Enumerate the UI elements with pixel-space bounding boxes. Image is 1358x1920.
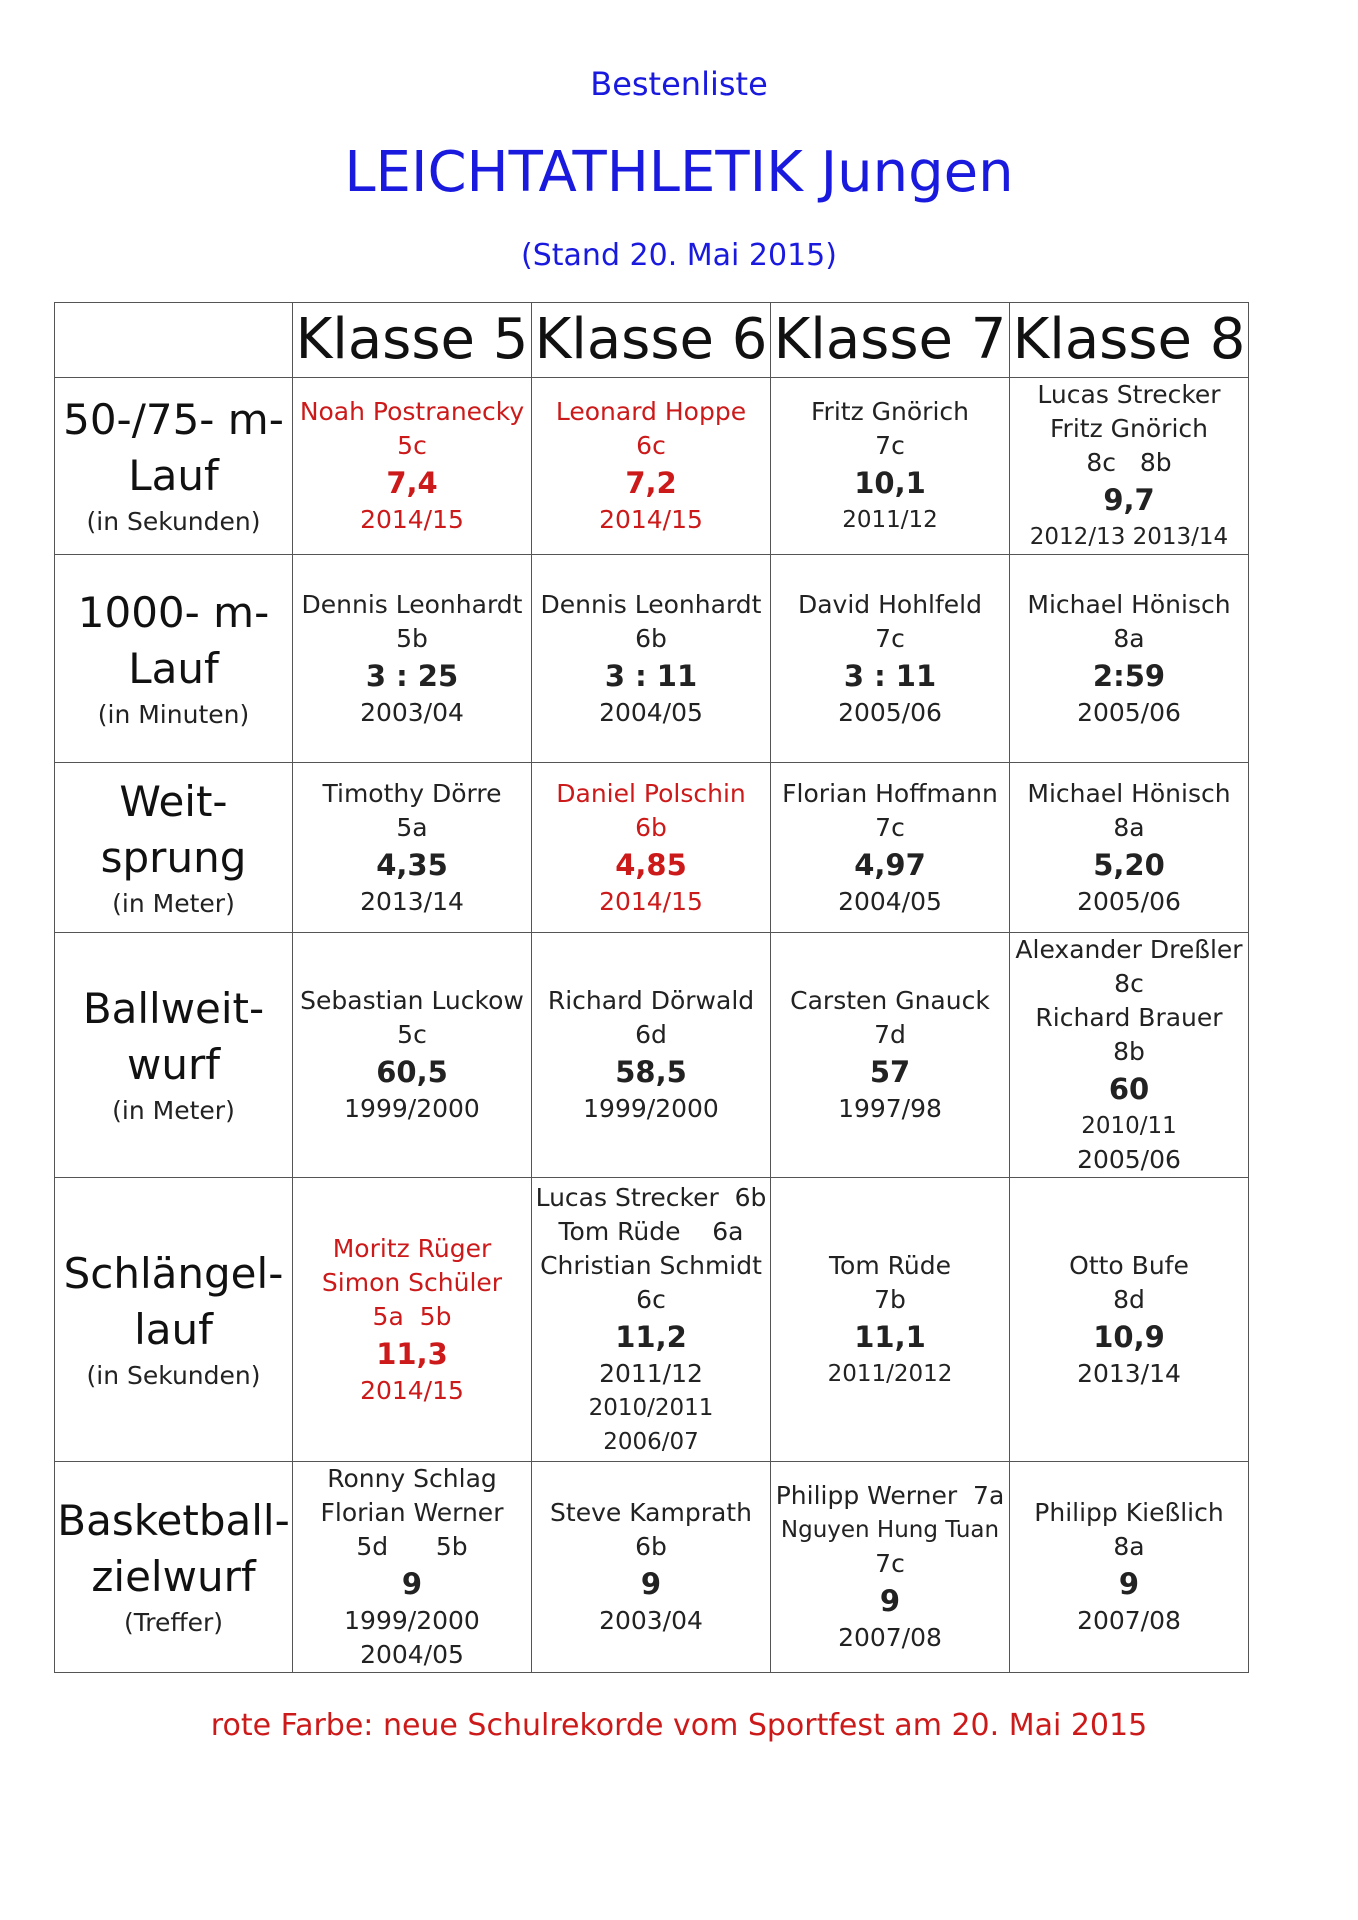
record-line: 2013/14	[1077, 1358, 1181, 1388]
record-cell	[771, 1178, 1010, 1462]
record-cell	[532, 555, 771, 763]
record-line: 7c	[875, 623, 905, 653]
record-line: 2014/15	[360, 505, 464, 534]
column-header: Klasse 7	[771, 303, 1010, 378]
record-line: 2011/12	[842, 507, 938, 533]
list-subtitle: Bestenliste	[590, 65, 768, 103]
record-value: 10,1	[854, 466, 926, 500]
record-value: 60,5	[376, 1055, 448, 1089]
record-line: Otto Bufe	[1069, 1250, 1189, 1280]
record-line: Dennis Leonhardt	[301, 589, 523, 619]
record-line: 7c	[875, 431, 905, 460]
record-cell	[293, 933, 532, 1178]
record-cell	[532, 933, 771, 1178]
record-line: 2010/2011	[588, 1394, 714, 1421]
record-line: Ronny Schlag	[327, 1464, 497, 1493]
record-line: 2007/08	[1077, 1606, 1181, 1635]
record-line: 2011/12	[599, 1358, 703, 1388]
table-row	[55, 1462, 1249, 1673]
column-header: Klasse 6	[532, 303, 771, 378]
discipline-name: zielwurf	[91, 1552, 256, 1601]
record-line: 8d	[1113, 1284, 1145, 1314]
record-value: 9	[640, 1567, 662, 1601]
record-line: Lucas Strecker 6b	[535, 1182, 767, 1212]
record-line: 6d	[635, 1020, 667, 1049]
table-row	[55, 555, 1249, 763]
record-line: 7c	[875, 1549, 905, 1578]
discipline-unit: (in Sekunden)	[86, 1360, 261, 1390]
discipline-unit: (Treffer)	[123, 1608, 224, 1637]
record-value: 5,20	[1093, 847, 1165, 882]
record-cell	[293, 555, 532, 763]
record-value: 4,97	[854, 847, 926, 882]
record-cell	[532, 1462, 771, 1673]
discipline-cell	[55, 763, 293, 933]
legend-footnote: rote Farbe: neue Schulrekorde vom Sportfest am 20. Mai 2015	[210, 1708, 1148, 1743]
record-line: 1997/98	[838, 1094, 942, 1123]
record-line: 8a	[1113, 623, 1145, 653]
record-cell	[771, 1462, 1010, 1673]
record-line: David Hohlfeld	[797, 589, 982, 619]
record-line: 2014/15	[599, 505, 703, 534]
record-line: Richard Dörwald	[547, 986, 755, 1015]
record-line: Tom Rüde	[829, 1250, 951, 1280]
record-line: 6b	[635, 1532, 667, 1561]
column-header: Klasse 8	[1010, 303, 1249, 378]
record-line: Fritz Gnörich	[1050, 414, 1208, 443]
record-line: 2007/08	[838, 1623, 942, 1652]
record-line: 2005/06	[1077, 1145, 1181, 1174]
record-cell	[771, 378, 1010, 555]
record-value: 60	[1108, 1072, 1150, 1106]
record-line: 5b	[396, 623, 428, 653]
discipline-name: Lauf	[128, 643, 219, 693]
record-line: Steve Kamprath	[550, 1498, 752, 1527]
record-line: Moritz Rüger	[332, 1233, 492, 1263]
discipline-name: wurf	[126, 1040, 221, 1089]
record-line: Michael Hönisch	[1027, 589, 1231, 619]
record-line: 1999/2000	[344, 1094, 480, 1123]
discipline-cell	[55, 1462, 293, 1673]
record-line: 6c	[636, 431, 666, 460]
record-line: 8c	[1114, 969, 1144, 998]
record-line: Carsten Gnauck	[790, 986, 990, 1015]
record-line: Richard Brauer	[1035, 1003, 1223, 1032]
column-header: Klasse 5	[293, 303, 532, 378]
record-line: 8a	[1113, 1532, 1145, 1561]
record-line: Fritz Gnörich	[811, 397, 969, 426]
record-line: 6b	[635, 623, 667, 653]
record-line: 5a	[396, 812, 428, 842]
record-cell	[771, 933, 1010, 1178]
record-line: 2004/05	[599, 697, 703, 727]
discipline-name: Weit-	[119, 776, 228, 826]
record-line: 2006/07	[603, 1428, 699, 1455]
record-line: 8b	[1113, 1037, 1145, 1066]
record-value: 7,2	[625, 466, 677, 500]
record-line: 5c	[397, 1020, 427, 1049]
record-line: Sebastian Luckow	[300, 986, 524, 1015]
record-value: 3 : 11	[843, 658, 937, 693]
record-line: Simon Schüler	[321, 1267, 503, 1297]
record-line: 5a 5b	[372, 1301, 452, 1331]
record-line: Dennis Leonhardt	[540, 589, 762, 619]
record-line: Timothy Dörre	[322, 778, 502, 808]
record-line: Christian Schmidt	[540, 1250, 762, 1280]
record-cell	[771, 555, 1010, 763]
table-row	[55, 1178, 1249, 1462]
discipline-name: 50-/75- m-	[63, 395, 284, 444]
table-row	[55, 933, 1249, 1178]
record-value: 11,2	[615, 1319, 687, 1354]
record-line: 7b	[874, 1284, 906, 1314]
record-cell	[1010, 555, 1249, 763]
discipline-unit: (in Sekunden)	[86, 507, 261, 536]
discipline-name: 1000- m-	[77, 587, 270, 637]
record-line: Leonard Hoppe	[555, 397, 747, 426]
record-line: 2011/2012	[827, 1360, 953, 1387]
record-cell	[532, 763, 771, 933]
record-line: 5c	[397, 431, 427, 460]
corner-cell	[55, 303, 293, 378]
record-line: Florian Hoffmann	[782, 778, 998, 808]
record-cell	[293, 763, 532, 933]
discipline-unit: (in Minuten)	[97, 699, 250, 729]
discipline-name: Basketball-	[57, 1496, 290, 1545]
record-value: 3 : 25	[365, 658, 459, 693]
record-line: 2005/06	[1077, 886, 1181, 916]
record-cell	[532, 378, 771, 555]
record-line: 2014/15	[599, 886, 703, 916]
record-line: 2003/04	[360, 697, 464, 727]
discipline-cell	[55, 933, 293, 1178]
record-line: 6c	[636, 1284, 666, 1314]
record-value: 4,35	[376, 847, 448, 882]
discipline-cell	[55, 1178, 293, 1462]
discipline-name: lauf	[134, 1304, 213, 1354]
record-line: 1999/2000	[344, 1606, 480, 1635]
page-title: LEICHTATHLETIK Jungen	[344, 140, 1014, 205]
record-line: Florian Werner	[320, 1498, 504, 1527]
discipline-name: Schlängel-	[63, 1248, 284, 1298]
discipline-unit: (in Meter)	[112, 1096, 235, 1125]
record-line: 8a	[1113, 812, 1145, 842]
record-line: Noah Postranecky	[299, 397, 525, 426]
discipline-name: Lauf	[128, 451, 219, 500]
record-line: Tom Rüde 6a	[558, 1216, 744, 1246]
record-value: 3 : 11	[604, 658, 698, 693]
record-line: 2013/14	[360, 886, 464, 916]
record-line: Philipp Werner 7a	[775, 1481, 1005, 1510]
discipline-cell	[55, 378, 293, 555]
table-header-row	[55, 303, 1249, 378]
record-cell	[293, 378, 532, 555]
record-line: 2004/05	[360, 1640, 464, 1669]
discipline-name: Ballweit-	[82, 984, 265, 1033]
record-cell	[1010, 1178, 1249, 1462]
record-value: 9	[879, 1584, 901, 1618]
record-value: 11,3	[376, 1336, 448, 1371]
record-line: Daniel Polschin	[556, 778, 746, 808]
record-cell	[532, 1178, 771, 1462]
record-value: 2:59	[1092, 658, 1166, 693]
record-line: 2003/04	[599, 1606, 703, 1635]
record-line: 2005/06	[838, 697, 942, 727]
record-line: Nguyen Hung Tuan	[780, 1517, 1000, 1543]
record-value: 58,5	[615, 1055, 687, 1089]
record-value: 4,85	[615, 847, 687, 882]
record-line: 5d 5b	[356, 1532, 468, 1561]
record-value: 9	[1118, 1567, 1140, 1601]
record-line: Michael Hönisch	[1027, 778, 1231, 808]
record-cell	[1010, 763, 1249, 933]
record-line: 2010/11	[1081, 1113, 1177, 1139]
record-line: 7c	[875, 812, 905, 842]
record-line: 7d	[874, 1020, 906, 1049]
record-line: 2004/05	[838, 886, 942, 916]
record-line: Philipp Kießlich	[1034, 1498, 1224, 1527]
record-line: Alexander Dreßler	[1015, 935, 1243, 964]
record-value: 9,7	[1103, 483, 1155, 517]
table-row	[55, 378, 1249, 555]
record-value: 57	[869, 1055, 911, 1089]
record-cell	[293, 1178, 532, 1462]
record-line: 2005/06	[1077, 697, 1181, 727]
record-value: 7,4	[386, 466, 438, 500]
table-row	[55, 763, 1249, 933]
record-line: 1999/2000	[583, 1094, 719, 1123]
discipline-cell	[55, 555, 293, 763]
discipline-unit: (in Meter)	[112, 888, 235, 918]
records-table	[54, 302, 1249, 1673]
record-cell	[293, 1462, 532, 1673]
record-line: 2014/15	[360, 1375, 464, 1405]
record-line: 6b	[635, 812, 667, 842]
record-cell	[1010, 378, 1249, 555]
date-note: (Stand 20. Mai 2015)	[521, 238, 837, 273]
discipline-name: sprung	[100, 832, 247, 882]
record-line: 8c 8b	[1086, 448, 1172, 477]
record-cell	[771, 763, 1010, 933]
record-value: 9	[401, 1567, 423, 1601]
record-line: 2012/13 2013/14	[1029, 524, 1229, 550]
record-value: 10,9	[1093, 1319, 1165, 1354]
record-line: Lucas Strecker	[1037, 380, 1221, 409]
record-cell	[1010, 933, 1249, 1178]
record-cell	[1010, 1462, 1249, 1673]
record-value: 11,1	[854, 1319, 926, 1354]
